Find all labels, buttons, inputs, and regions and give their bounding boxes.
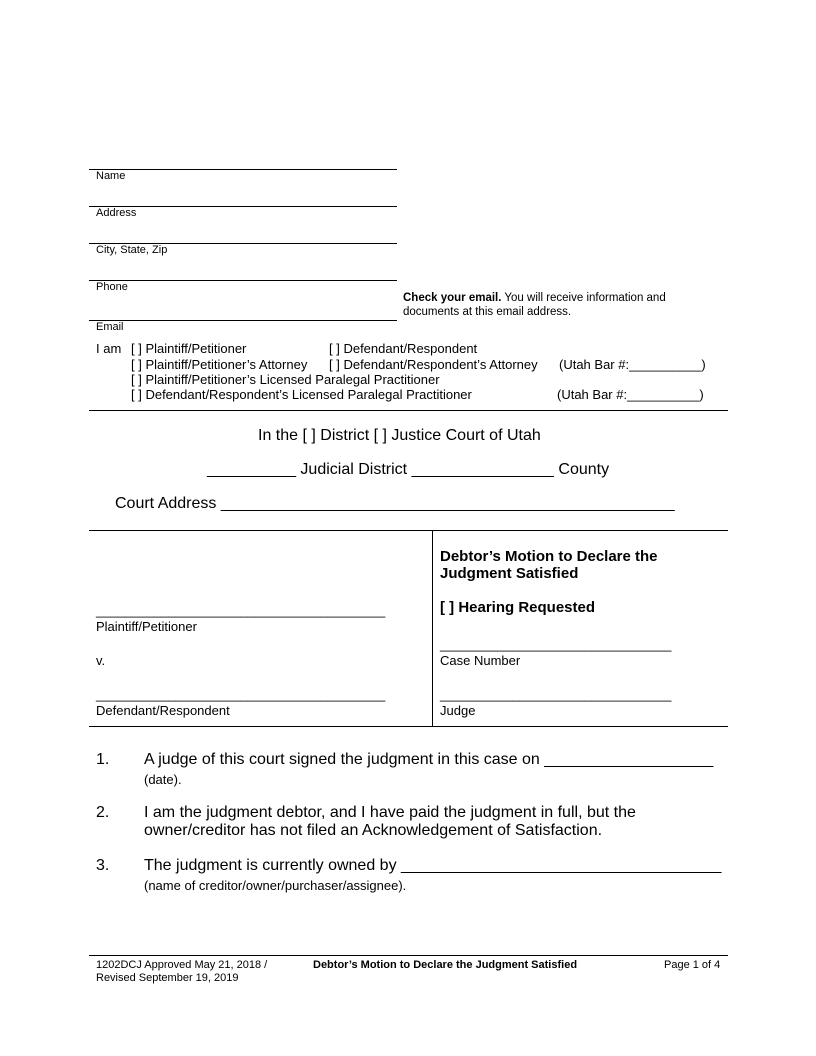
footer-divider [89,955,728,956]
footer-revised: Revised September 19, 2019 [96,972,239,984]
address-label: Address [96,207,137,219]
footer-title: Debtor’s Motion to Declare the Judgment Satisfied [313,959,578,971]
plaintiff-label: Plaintiff/Petitioner [96,619,197,634]
option-plaintiff-paralegal[interactable]: [ ] Plaintiff/Petitioner’s Licensed Paralegal Practitioner [131,372,440,387]
item-number-3: 3. [96,857,110,874]
email-note-line2: documents at this email address. [403,306,572,318]
court-type-line[interactable]: In the [ ] District [ ] Justice Court of Utah [258,427,541,444]
item-text-2: I am the judgment debtor, and I have paid the judgment in full, but the [144,804,636,821]
option-defendant-attorney[interactable]: [ ] Defendant/Respondent’s Attorney [329,357,538,372]
email-line [89,320,397,321]
item-text-2-cont: owner/creditor has not filed an Acknowledgement of Satisfaction. [144,822,603,839]
caption-top-border [89,530,728,531]
email-note-text: You will receive information and [501,292,666,304]
footer-page-number: Page 1 of 4 [664,959,721,971]
utah-bar-field-2[interactable]: (Utah Bar #:__________) [557,387,704,402]
item-number-2: 2. [96,804,110,821]
footer-form-id: 1202DCJ Approved May 21, 2018 / [96,959,268,971]
item-text-1[interactable]: A judge of this court signed the judgment in this case on ___________________ [144,751,714,768]
case-number-line[interactable]: ________________________________ [440,637,672,652]
option-plaintiff-attorney[interactable]: [ ] Plaintiff/Petitioner’s Attorney [131,357,308,372]
hearing-requested-option[interactable]: [ ] Hearing Requested [440,599,596,616]
judicial-district-line[interactable]: __________ Judicial District ________________ County [207,461,610,478]
option-defendant-paralegal[interactable]: [ ] Defendant/Respondent’s Licensed Paralegal Practitioner [131,387,472,402]
item-number-1: 1. [96,751,110,768]
section-divider [89,410,728,411]
judge-line[interactable]: ________________________________ [440,687,672,702]
email-note-bold: Check your email. [403,292,502,304]
defendant-line[interactable]: ________________________________________ [96,687,386,702]
i-am-label: I am [96,341,122,356]
document-title: Debtor’s Motion to Declare the Judgment Satisfied [440,548,658,582]
court-address-line[interactable]: Court Address ___________________________________________________ [115,495,675,512]
caption-divider [432,530,433,726]
option-plaintiff[interactable]: [ ] Plaintiff/Petitioner [131,341,247,356]
option-defendant[interactable]: [ ] Defendant/Respondent [329,341,478,356]
phone-line [89,280,397,281]
email-label: Email [96,321,124,333]
name-label: Name [96,170,126,182]
item-sub-1: (date). [144,772,182,787]
judge-label: Judge [440,703,476,718]
phone-label: Phone [96,281,128,293]
item-text-3[interactable]: The judgment is currently owned by ____________________________________ [144,857,722,874]
email-note [403,292,666,304]
utah-bar-field-1[interactable]: (Utah Bar #:__________) [559,357,706,372]
case-number-label: Case Number [440,653,521,668]
item-sub-3: (name of creditor/owner/purchaser/assignee). [144,878,407,893]
caption-bottom-border [89,726,728,727]
name-line [89,169,397,170]
plaintiff-line[interactable]: ________________________________________ [96,603,386,618]
versus-label: v. [96,653,106,668]
city-label: City, State, Zip [96,244,168,256]
defendant-label: Defendant/Respondent [96,703,230,718]
